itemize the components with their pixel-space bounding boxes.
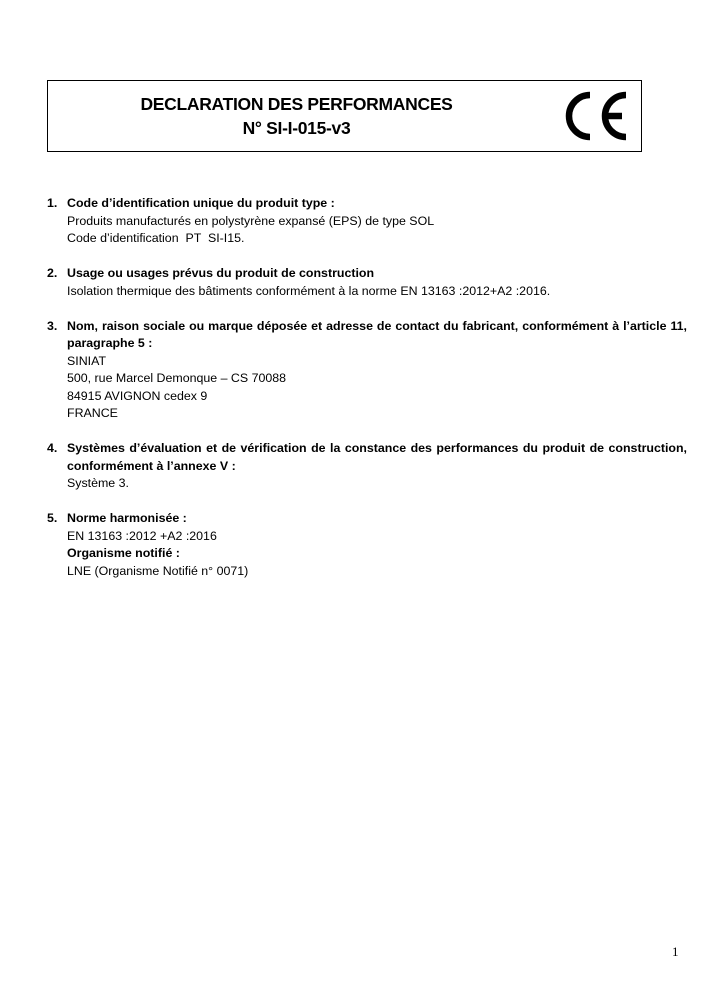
section-product-id bbox=[47, 195, 687, 248]
section-line: LNE (Organisme Notifié n° 0071) bbox=[67, 563, 249, 578]
section-title: Usage ou usages prévus du produit de construction bbox=[67, 266, 375, 280]
document-header bbox=[47, 80, 642, 152]
section-line: Produits manufacturés en polystyrène expansé (EPS) de type SOL bbox=[67, 213, 435, 228]
section-line: SINIAT bbox=[67, 353, 107, 368]
section-number: 1. bbox=[47, 196, 58, 210]
section-subtitle: Organisme notifié : bbox=[67, 546, 180, 560]
section-title: Systèmes d’évaluation et de vérification de la constance des performances du produit de construction, conformément à l’annexe V : bbox=[67, 441, 687, 473]
declaration-sections bbox=[47, 195, 687, 598]
section-number: 5. bbox=[47, 511, 58, 525]
section-line: EN 13163 :2012 +A2 :2016 bbox=[67, 528, 217, 543]
section-line: FRANCE bbox=[67, 406, 118, 420]
section-title: Nom, raison sociale ou marque déposée et adresse de contact du fabricant, conformément à l’article 11, paragraphe 5 : bbox=[67, 318, 687, 350]
section-line: Code d’identification PT SI-I15. bbox=[67, 231, 245, 245]
section-line: Système 3. bbox=[67, 476, 129, 490]
section-harmonised-standard bbox=[47, 510, 687, 580]
section-number: 4. bbox=[47, 441, 58, 455]
section-line: Isolation thermique des bâtiments conformément à la norme EN 13163 :2012+A2 :2016. bbox=[67, 283, 551, 298]
section-line: 84915 AVIGNON cedex 9 bbox=[67, 388, 208, 403]
section-manufacturer bbox=[47, 318, 687, 423]
section-title: Norme harmonisée : bbox=[67, 511, 187, 525]
section-assessment-system bbox=[47, 440, 687, 493]
section-number: 3. bbox=[47, 318, 58, 333]
section-line: 500, rue Marcel Demonque – CS 70088 bbox=[67, 371, 287, 385]
document-reference: N° SI-I-015-v3 bbox=[242, 118, 351, 138]
document-title: DECLARATION DES PERFORMANCES bbox=[140, 94, 453, 114]
ce-mark-icon bbox=[560, 87, 634, 145]
section-title: Code d’identification unique du produit type : bbox=[67, 196, 335, 210]
section-number: 2. bbox=[47, 266, 58, 280]
page-number: 1 bbox=[672, 944, 679, 959]
section-intended-use bbox=[47, 265, 687, 300]
